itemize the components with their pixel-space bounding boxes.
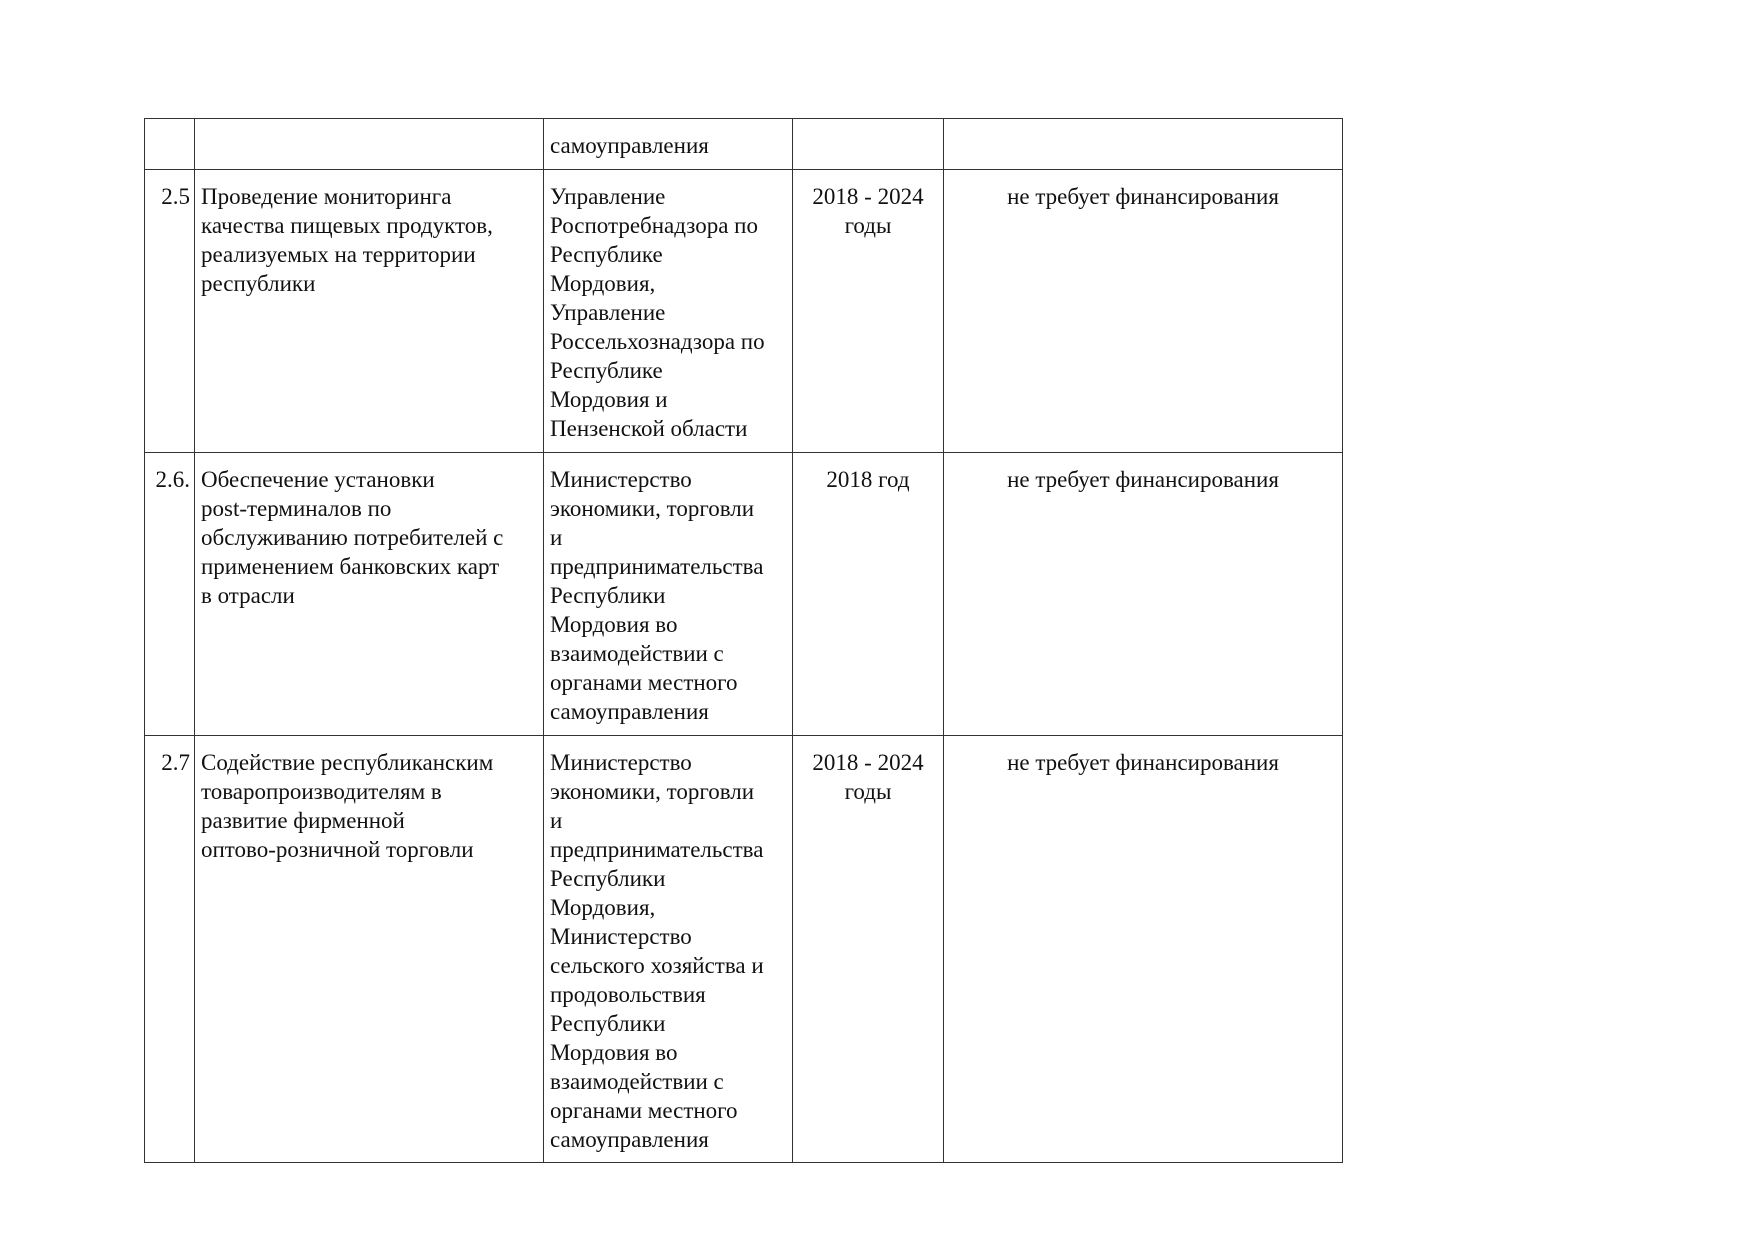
cell-period: 2018 год: [793, 453, 944, 736]
cell-executor: Министерство экономики, торговли и предпринимательства Республики Мордовия, Министерство сельского хозяйства и продовольствия Республики Мордовия во взаимодействии с органами местного самоуправления: [544, 736, 793, 1163]
cell-period: 2018 - 2024 годы: [793, 170, 944, 453]
cell-num: 2.7: [145, 736, 195, 1163]
cell-period: 2018 - 2024 годы: [793, 736, 944, 1163]
cell-executor: Министерство экономики, торговли и предпринимательства Республики Мордовия во взаимодействии с органами местного самоуправления: [544, 453, 793, 736]
table-row: [145, 453, 1343, 736]
cell-num: [145, 119, 195, 170]
cell-financing: не требует финансирования: [944, 170, 1343, 453]
cell-measure: Содействие республиканским товаропроизводителям в развитие фирменной оптово-розничной торговли: [195, 736, 544, 1163]
table-row: [145, 170, 1343, 453]
cell-executor: самоуправления: [544, 119, 793, 170]
cell-financing: не требует финансирования: [944, 453, 1343, 736]
cell-financing: не требует финансирования: [944, 736, 1343, 1163]
cell-period: [793, 119, 944, 170]
measures-table: [144, 118, 1343, 1163]
cell-measure: Проведение мониторинга качества пищевых продуктов, реализуемых на территории республики: [195, 170, 544, 453]
table-row-continuation: [145, 119, 1343, 170]
cell-measure: Обеспечение установки post-терминалов по обслуживанию потребителей с применением банковских карт в отрасли: [195, 453, 544, 736]
cell-financing: [944, 119, 1343, 170]
cell-num: 2.6.: [145, 453, 195, 736]
cell-num: 2.5: [145, 170, 195, 453]
cell-executor: Управление Роспотребнадзора по Республике Мордовия, Управление Россельхознадзора по Республике Мордовия и Пензенской области: [544, 170, 793, 453]
cell-measure: [195, 119, 544, 170]
table-row: [145, 736, 1343, 1163]
